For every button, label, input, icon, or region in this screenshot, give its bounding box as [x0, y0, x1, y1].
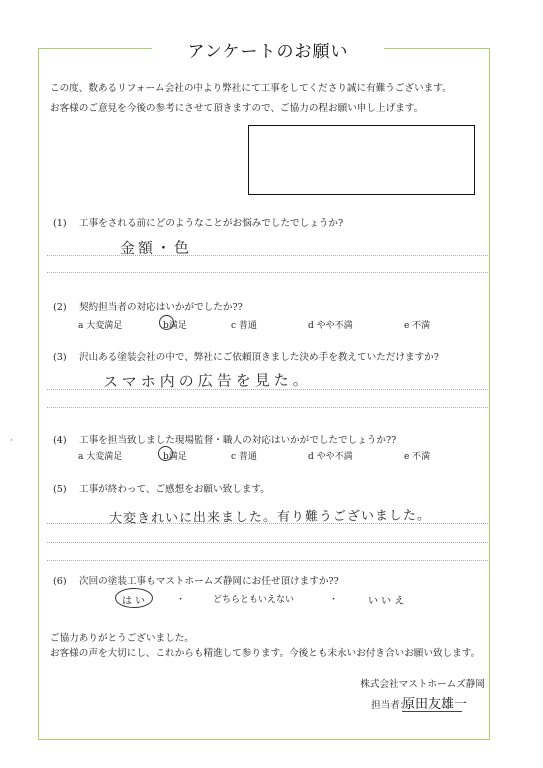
staff-signature: 原田友雄一: [402, 697, 468, 712]
selected-circle: [115, 588, 153, 608]
question-text: 工事が終わって、ご感想をお願い致します。: [79, 484, 270, 495]
staff-label: 担当者：: [371, 700, 410, 711]
answer-3: スマホ内の広告を見た。: [102, 370, 312, 392]
option-a: a 大変満足: [78, 452, 123, 462]
separator-dot: ・: [329, 595, 339, 605]
selected-circle: [159, 315, 174, 330]
option-e: e 不満: [404, 452, 431, 462]
question-text: 工事をされる前にどのようなことがお悩みでしたでしょうか?: [79, 218, 344, 229]
answer-line: [47, 255, 490, 256]
intro-line-1: この度、数あるリフォーム会社の中より弊社にて工事をしてくださり誠に有難うございます。: [50, 83, 452, 94]
answer-line: [47, 272, 490, 273]
answer-line: [47, 407, 490, 408]
answer-line: [47, 560, 490, 561]
option-no: い い え: [368, 596, 405, 607]
question-text: 工事を担当致しました現場監督・職人の対応はいかがでしたでしょうか??: [79, 435, 397, 446]
question-text: 沢山ある塗装会社の中で、弊社にご依頼頂きました決め手を教えていただけますか?: [79, 352, 439, 363]
answer-1: 金額・色: [119, 238, 193, 258]
answer-line: [47, 389, 490, 390]
option-yes: は い: [122, 596, 146, 607]
question-3: [53, 349, 439, 363]
option-d: d やや不満: [308, 321, 353, 331]
question-6: [53, 573, 339, 587]
selected-circle: [158, 446, 173, 461]
question-number: (1): [53, 218, 67, 229]
closing-line-1: ご協力ありがとうございました。: [50, 633, 194, 644]
option-neither: どちらともいえない: [213, 595, 295, 605]
question-number: (5): [53, 484, 67, 495]
intro-line-2: お客様のご意見を今後の参考にさせて頂きますので、ご協力の程お願い申し上げます。: [50, 103, 424, 114]
signature-underline: [402, 711, 462, 712]
question-number: (3): [53, 352, 67, 363]
question-1: [53, 215, 343, 229]
photo-box: [248, 125, 475, 195]
question-5: [53, 481, 270, 495]
option-c: c 普通: [231, 452, 257, 462]
page-title: アンケートのお願い: [152, 37, 384, 61]
margin-mark: ·: [10, 436, 13, 446]
option-d: d やや不満: [308, 452, 353, 462]
option-c: c 普通: [231, 321, 257, 331]
question-number: (4): [53, 435, 67, 446]
answer-line: [47, 542, 490, 543]
separator-dot: ・: [176, 595, 186, 605]
answer-line: [47, 523, 490, 524]
question-number: (2): [53, 302, 67, 313]
closing-line-2: お客様の声を大切にし、これからも精進して参ります。今後とも末永いお付き合いお願い致します。: [50, 648, 481, 659]
answer-5: 大変きれいに出来ました。有り難うございました。: [108, 508, 432, 527]
question-4: [53, 432, 396, 446]
option-b: b満足: [163, 321, 187, 331]
question-2: [53, 299, 243, 313]
question-number: (6): [53, 576, 67, 587]
option-b: b満足: [163, 452, 187, 462]
company-name: 株式会社マストホームズ静岡: [360, 679, 485, 690]
option-e: e 不満: [404, 321, 431, 331]
question-text: 契約担当者の対応はいかがでしたか??: [79, 302, 243, 313]
question-text: 次回の塗装工事もマストホームズ静岡にお任せ頂けますか??: [79, 576, 339, 587]
option-a: a 大変満足: [78, 321, 123, 331]
